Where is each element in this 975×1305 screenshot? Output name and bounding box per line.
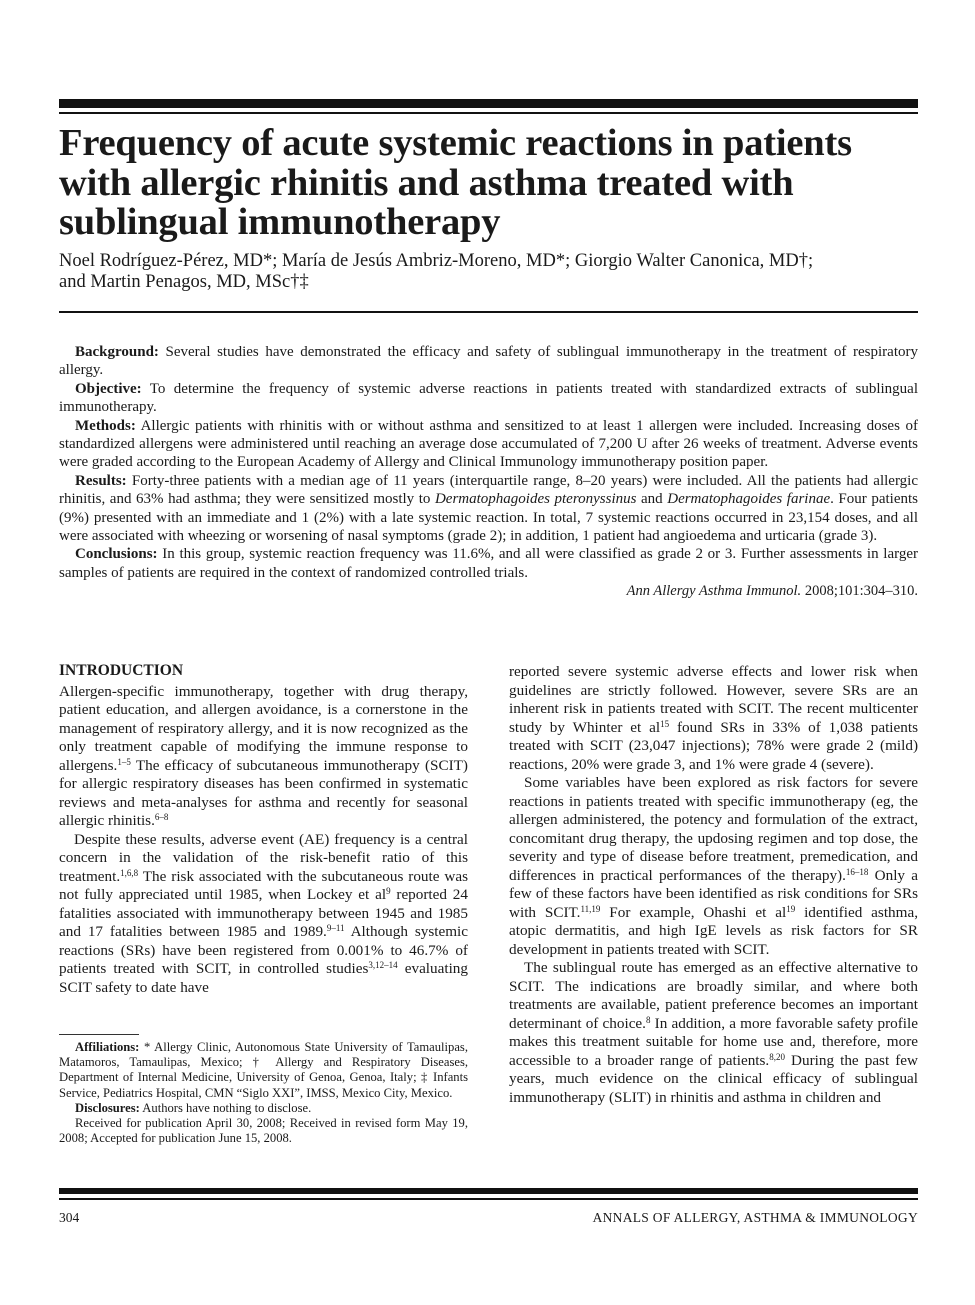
footnote-divider	[59, 1034, 139, 1035]
article-title: Frequency of acute systemic reactions in patients with allergic rhinitis and asthma treated with sublingual immunotherapy	[59, 122, 852, 243]
text-run: Allergen-specific immunotherapy, together with drug therapy, patient education, and allergen avoidance, is a cornerstone in the management of respiratory allergy, and it is now recognized as the only treatment capable of modifying the immune response to allergens.	[59, 682, 468, 774]
text-run: Some variables have been explored as risk factors for severe reactions in patients treated with specific immunotherapy (eg, the allergen administered, the potency and formulation of the extract, concomitant drug therapy, the updosing regimen and top dose, the severity and type of disease before treatment, premedication, and differences in practical performances of the therapy).	[509, 774, 918, 884]
objective-label: Objective:	[75, 380, 142, 397]
citation-sup: 15	[660, 718, 670, 729]
conclusions-label: Conclusions:	[75, 546, 158, 563]
citation-sup: 6–8	[154, 812, 169, 822]
citation-ref: 2008;101:304–310.	[801, 583, 918, 600]
bottom-rule-thick	[59, 1188, 918, 1194]
results-label: Results:	[75, 472, 127, 489]
text-run: evaluating SCIT safety to date have	[59, 960, 468, 996]
right-column	[509, 663, 918, 1107]
citation-sup: 8	[645, 1014, 651, 1025]
methods-label: Methods:	[75, 417, 136, 434]
conclusions-text: In this group, systemic reaction frequency was 11.6%, and all were classified as grade 2 or 3. Further assessments in larger samples of patients are required in the context of randomized controlled trials.	[59, 546, 918, 581]
citation-sup: 1–5	[117, 756, 131, 767]
intro-paragraph-4	[509, 774, 918, 959]
citation-journal: Ann Allergy Asthma Immunol.	[626, 583, 802, 600]
citation-sup: 16–18	[845, 866, 869, 877]
citation-sup: 19	[786, 903, 796, 914]
text-run: identified asthma, atopic dermatitis, and high IgE levels as risk factors for SR development in patients treated with SCIT.	[509, 903, 918, 958]
citation-sup: 1,6,8	[120, 867, 139, 878]
text-run: Although systemic reactions (SRs) have been registered from 0.001% to 46.7% of patients treated with SCIT, in controlled studies	[59, 923, 469, 977]
text-run: Only a few of these factors have been identified as risk conditions for SRs with SCIT.	[509, 866, 918, 921]
background-label: Background:	[75, 344, 159, 360]
intro-paragraph-2	[59, 831, 468, 998]
abstract-results	[59, 472, 918, 546]
citation-sup: 9–11	[326, 923, 345, 933]
top-rule-thin	[59, 112, 918, 114]
journal-name: ANNALS OF ALLERGY, ASTHMA & IMMUNOLOGY	[592, 1210, 918, 1225]
text-run: The efficacy of subcutaneous immunotherapy (SCIT) for allergic respiratory diseases has been confirmed in systematic reviews and meta-analyses for asthma and recently for seasonal allergic rhinitis.	[59, 756, 468, 829]
text-run: reported 24 fatalities associated with immunotherapy between 1945 and 1985 and 17 fatalities between 1985 and 1989.	[59, 886, 468, 940]
methods-text: Allergic patients with rhinitis with or without asthma and sensitized to at least 1 allergen were included. Increasing doses of standardized allergens were administered until reaching an average dose accumulated of 7,200 U after 26 weeks of treatment. Adverse events were graded according to the European Academy of Allergy and Clinical Immunology immunotherapy position paper.	[59, 417, 918, 471]
text-run: In addition, a more favorable safety profile makes this treatment suitable for home use and, therefore, more accessible to a broader range of patients.	[509, 1014, 918, 1069]
authors-line-2: and Martin Penagos, MD, MSc†‡	[59, 272, 309, 292]
footnote-received: Received for publication April 30, 2008; Received in revised form May 19, 2008; Accepted for publication June 15, 2008.	[59, 1116, 468, 1146]
text-run: found SRs in 33% of 1,038 patients treated with SCIT (23,047 injections); 78% were grade 2 (mild) reactions, 20% were grade 3, and 1% were grade 4 (severe).	[509, 718, 918, 773]
results-species-2: Dermatophagoides farinae	[667, 491, 831, 508]
citation-sup: 3,12–14	[368, 960, 398, 970]
authors-line-1: Noel Rodríguez-Pérez, MD*; María de Jesús Ambriz-Moreno, MD*; Giorgio Walter Canonica, MD†;	[59, 251, 814, 271]
results-text-2: . Four patients (9%) presented with an immediate and 1 (2%) with a late systemic reaction. In total, 7 systemic reactions occurred in 23,154 doses, and all were associated with wheezing or worsening of nasal symptoms (grade 2); in addition, 1 patient had angioedema and urticaria (grade 3).	[59, 491, 918, 545]
text-run: For example, Ohashi et al	[600, 903, 787, 921]
text-run: The risk associated with the subcutaneous route was not fully appreciated until 1985, when Lockey et al	[59, 867, 468, 903]
left-column	[59, 662, 468, 997]
header-divider	[59, 311, 918, 313]
top-rule-thick	[59, 99, 918, 108]
intro-paragraph-3	[509, 663, 918, 774]
intro-paragraph-5	[509, 959, 918, 1107]
abstract	[59, 343, 918, 600]
author-list	[59, 251, 929, 293]
citation	[59, 582, 918, 600]
abstract-objective	[59, 380, 918, 417]
bottom-rule-thin	[59, 1198, 918, 1200]
page-number: 304	[59, 1210, 80, 1225]
objective-text: To determine the frequency of systemic adverse reactions in patients treated with standardized extracts of sublingual immunotherapy.	[59, 380, 918, 416]
section-heading-introduction: INTRODUCTION	[59, 662, 184, 679]
footnotes	[59, 1040, 468, 1146]
text-run: Despite these results, adverse event (AE) frequency is a central concern in the validation of the risk-benefit ratio of this treatment.	[59, 830, 468, 885]
citation-sup: 9	[386, 886, 391, 896]
footnote-disclosures	[59, 1101, 468, 1116]
text-run: reported severe systemic adverse effects and lower risk when guidelines are strictly followed. However, severe SRs are an inherent risk in patients treated with SCIT. The recent multicenter study by Whinter et al	[509, 663, 918, 736]
disclosures-text: Authors have nothing to disclose.	[139, 1100, 312, 1115]
footnote-affiliations	[59, 1040, 468, 1101]
text-run: During the past few years, much evidence on the clinical efficacy of sublingual immunotherapy (SLIT) in rhinitis and asthma in children and	[509, 1051, 919, 1106]
citation-sup: 8,20	[769, 1051, 785, 1062]
abstract-background	[59, 343, 918, 380]
intro-paragraph-1	[59, 683, 468, 831]
results-text-1: Forty-three patients with a median age of 11 years (interquartile range, 8–20 years) were included. All the patients had allergic rhinitis, and 63% had asthma; they were sensitized mostly to	[59, 472, 918, 508]
affiliations-text: * Allergy Clinic, Autonomous State University of Tamaulipas, Matamoros, Tamaulipas, Mexico; † Allergy and Respiratory Diseases, Department of Internal Medicine, University of Genoa, Genoa, Italy; ‡ Infants Service, Pediatrics Hospital, CMN “Siglo XXI”, IMSS, Mexico City, Mexico.	[59, 1040, 468, 1100]
citation-sup: 11,19	[580, 903, 601, 914]
abstract-methods	[59, 417, 918, 472]
results-species-1: Dermatophagoides pteronyssinus	[434, 491, 637, 508]
results-and: and	[636, 491, 668, 508]
disclosures-label: Disclosures:	[75, 1100, 140, 1115]
affiliations-label: Affiliations:	[75, 1040, 140, 1054]
text-run: The sublingual route has emerged as an effective alternative to SCIT. The indications are broadly similar, and where both treatments are available, patient preference becomes an important determinant of choice.	[509, 959, 918, 1032]
background-text: Several studies have demonstrated the efficacy and safety of sublingual immunotherapy in the treatment of respiratory allergy.	[59, 344, 918, 379]
abstract-conclusions	[59, 545, 918, 582]
